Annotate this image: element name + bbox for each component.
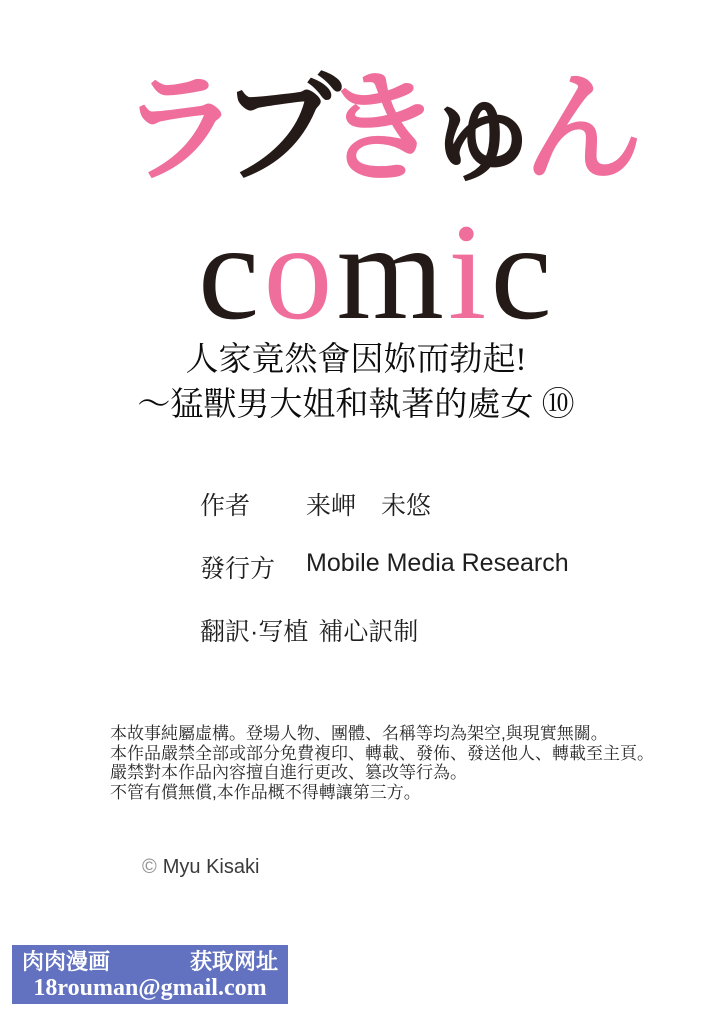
series-title — [0, 338, 712, 428]
series-title-line-1: 人家竟然會因妳而勃起! — [185, 342, 527, 378]
promo-site-name: 肉肉漫画 — [22, 949, 111, 974]
logo-comic-char: m — [336, 195, 449, 348]
credit-row — [200, 549, 569, 585]
credit-value: Mobile Media Research — [306, 549, 569, 577]
copyright-line — [142, 856, 259, 879]
logo-kana-char: ゅ — [422, 63, 524, 196]
logo-comic-char: c — [490, 195, 556, 348]
credit-label: 作者 — [200, 492, 251, 520]
credit-label: 發行方 — [200, 555, 276, 583]
promo-banner-title — [12, 945, 288, 975]
promo-banner — [12, 945, 288, 1004]
disclaimer-line: 不管有償無償,本作品概不得轉讓第三方。 — [110, 782, 421, 802]
series-title-line-2: ～猛獸男大姐和執著的處女 ⑩ — [137, 386, 575, 423]
logo-kana — [24, 58, 720, 202]
logo-kana-char: き — [321, 63, 423, 196]
disclaimer-line: 嚴禁對本作品內容擅自進行更改、篡改等行為。 — [110, 763, 467, 782]
logo-comic-char: o — [263, 195, 337, 348]
logo-comic-char: c — [198, 195, 264, 348]
disclaimer-line: 本作品嚴禁全部或部分免費複印、轉載、發佈、發送他人、轉載至主頁。 — [110, 743, 654, 763]
copyright-symbol-icon: © — [142, 856, 157, 878]
credit-row — [200, 612, 569, 648]
logo-kana-char: ん — [523, 63, 625, 196]
credit-label: 翻訳·写植 — [200, 618, 309, 646]
logo-kana-char: ラ — [119, 63, 221, 196]
logo-comic-word — [34, 195, 720, 348]
credits-list — [200, 486, 569, 675]
promo-site-label: 获取网址 — [189, 949, 278, 974]
logo-kana-char: ブ — [220, 63, 322, 196]
credit-row — [200, 486, 569, 522]
promo-email: 18rouman@gmail.com — [33, 975, 267, 1001]
logo-comic-char: i — [448, 195, 491, 348]
credit-value: 補心訳制 — [318, 618, 419, 646]
copyright-name: Myu Kisaki — [162, 856, 260, 878]
disclaimer-line: 本故事純屬虛構。登場人物、團體、名稱等均為架空,與現實無關。 — [110, 724, 608, 743]
credit-value: 来岬 未悠 — [306, 492, 432, 520]
disclaimer-text — [110, 724, 700, 802]
